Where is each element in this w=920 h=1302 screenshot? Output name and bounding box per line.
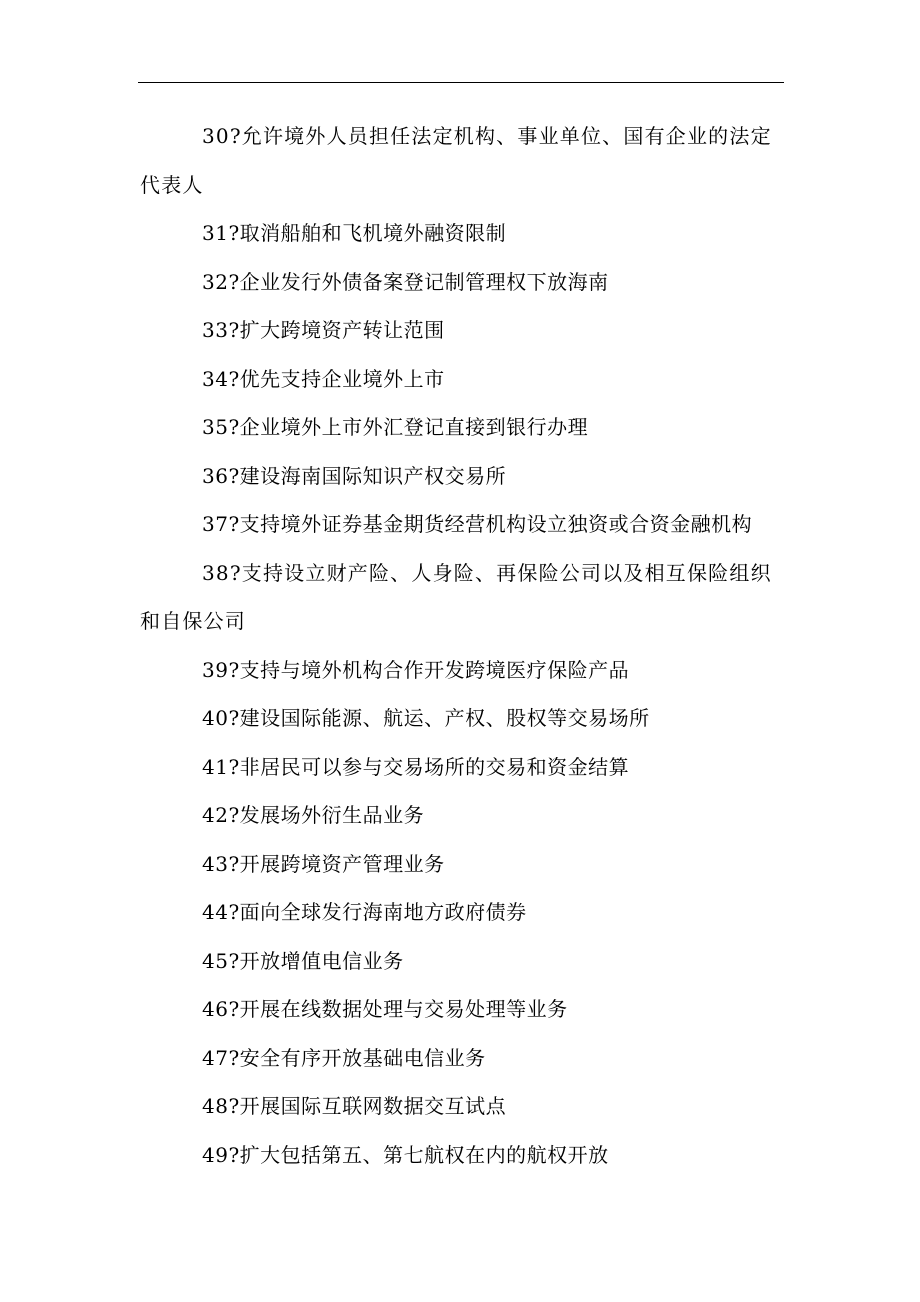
list-item: 34?优先支持企业境外上市: [202, 366, 445, 391]
list-item: 31?取消船舶和飞机境外融资限制: [202, 221, 507, 245]
list-item: 49?扩大包括第五、第七航权在内的航权开放: [202, 1142, 609, 1167]
list-item: 48?开展国际互联网数据交互试点: [202, 1094, 507, 1118]
list-item: 43?开展跨境资产管理业务: [202, 851, 445, 876]
list-item: 45?开放增值电信业务: [202, 948, 404, 973]
list-item: 30?允许境外人员担任法定机构、事业单位、国有企业的法定代表人: [140, 124, 772, 197]
list-item: 32?企业发行外债备案登记制管理权下放海南: [202, 269, 609, 294]
list-item: 44?面向全球发行海南地方政府债券: [202, 900, 527, 924]
list-item: 40?建设国际能源、航运、产权、股权等交易场所: [202, 706, 650, 730]
list-item: 46?开展在线数据处理与交易处理等业务: [202, 997, 568, 1021]
list-item: 41?非居民可以参与交易场所的交易和资金结算: [202, 754, 630, 779]
list-item: 38?支持设立财产险、人身险、再保险公司以及相互保险组织和自保公司: [140, 560, 772, 633]
list-item: 36?建设海南国际知识产权交易所: [202, 463, 507, 488]
header-rule: [138, 82, 784, 83]
list-item: 35?企业境外上市外汇登记直接到银行办理: [202, 415, 589, 439]
list-item: 33?扩大跨境资产转让范围: [202, 318, 445, 342]
list-item: 42?发展场外衍生品业务: [202, 803, 425, 827]
list-item: 47?安全有序开放基础电信业务: [202, 1045, 486, 1070]
list-item: 37?支持境外证券基金期货经营机构设立独资或合资金融机构: [202, 512, 753, 536]
document-body: [140, 112, 786, 1179]
list-item: 39?支持与境外机构合作开发跨境医疗保险产品: [202, 657, 630, 682]
